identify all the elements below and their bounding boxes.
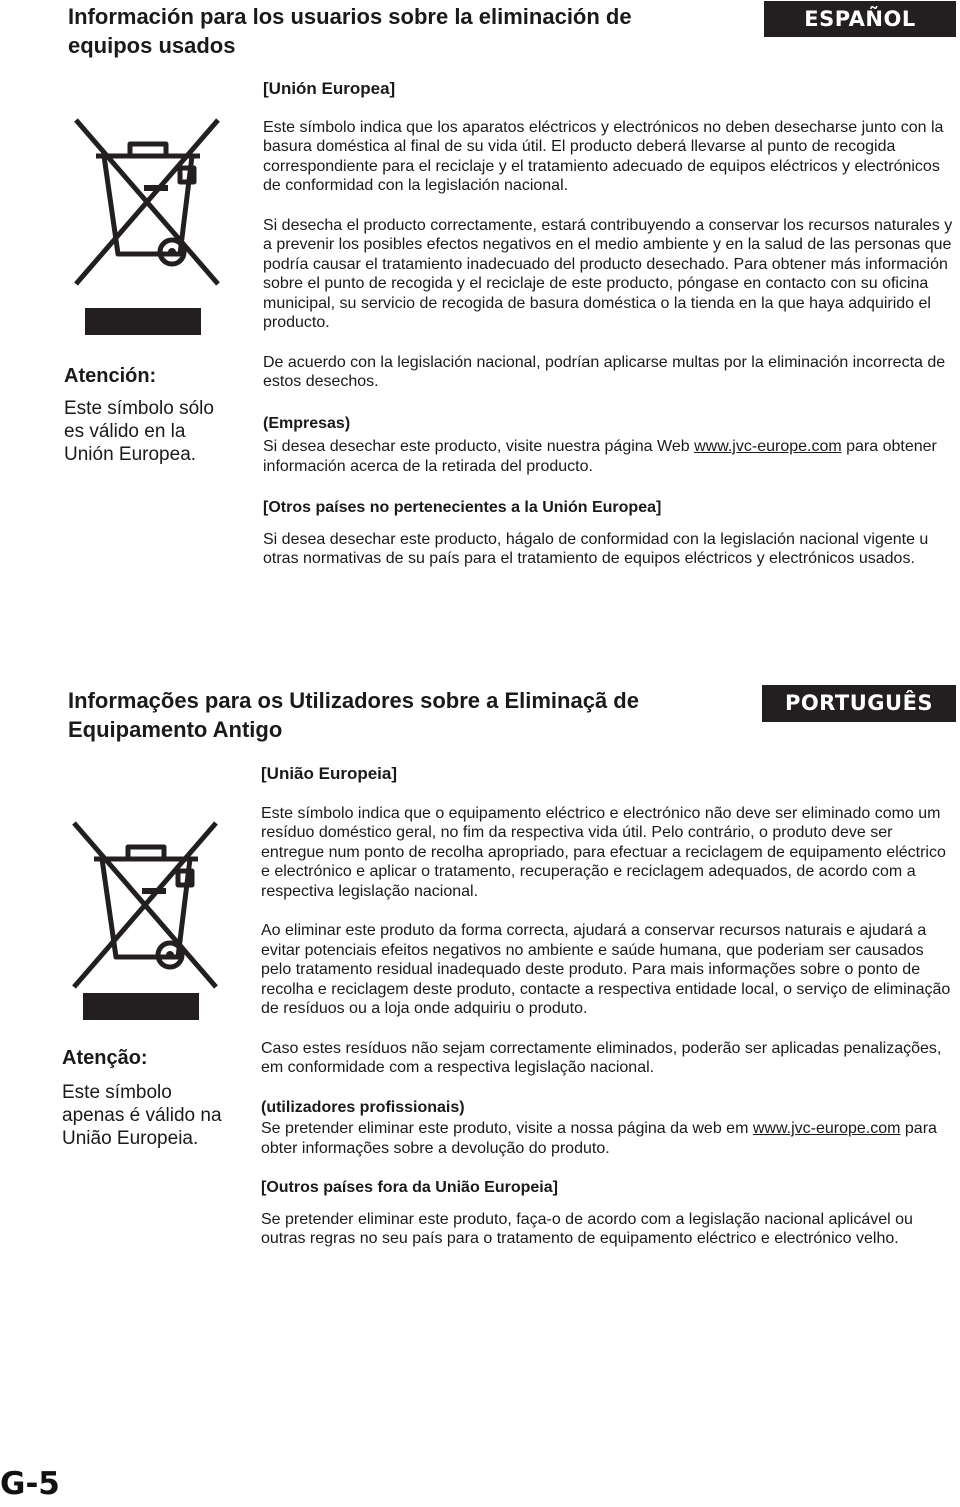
title-line-2: equipos usados (68, 33, 236, 58)
attention-line-2: es válido en la (64, 421, 186, 442)
language-tab-espanol: ESPAÑOL (764, 1, 956, 37)
section-title (68, 2, 748, 60)
attention-line-3: União Europeia. (62, 1128, 199, 1149)
title-line-1: Informações para os Utilizadores sobre a Eliminaçã de (68, 688, 639, 713)
main-text-column (261, 764, 955, 1249)
separate-collection-bar (85, 308, 201, 335)
paragraph-fines: De acuerdo con la legislación nacional, podrían aplicarse multas por la eliminación incorrecta de estos desechos. (263, 353, 946, 390)
attention-note (64, 397, 254, 466)
language-tab-portugues: PORTUGUÊS (762, 685, 956, 722)
attention-line-1: Este símbolo (62, 1082, 172, 1103)
main-text-column (263, 79, 957, 569)
paragraph-correct-disposal: Si desecha el producto correctamente, estará contribuyendo a conservar los recursos naturales y a prevenir los posibles efectos negativos en el medio ambiente y en la salud de las personas que podría causar el tratamiento inadecuado del producto desechado. Para obtener más información sobre el punto de recogida y el reciclaje de este producto, póngase en contacto con su oficina municipal, su servicio de recogida de basura doméstica o la tienda en la que haya adquirido el producto. (263, 216, 953, 331)
crossed-out-wheelie-bin-icon (66, 815, 226, 990)
paragraph-other-countries: Se pretender eliminar este produto, faça-o de acordo com a legislação nacional aplicável ou outras regras no seu país para o tratamento de equipamento eléctrico e electrónico velho. (261, 1210, 913, 1247)
eu-heading: [União Europeia] (261, 764, 398, 783)
paragraph-disposal-symbol: Este símbolo indica que los aparatos eléctricos y electrónicos no deben desecharse junto con la basura doméstica al final de su vida útil. El producto deberá llevarse al punto de recogida correspondiente para el reciclaje y el tratamiento adecuado de equipos eléctricos y electrónicos de conformidad con la legislación nacional. (263, 118, 944, 194)
other-countries-heading: [Outros países fora da União Europeia] (261, 1179, 558, 1196)
attention-line-2: apenas é válido na (62, 1105, 222, 1126)
side-column (62, 815, 252, 1155)
paragraph-fines: Caso estes resíduos não sejam correctamente eliminados, poderão ser aplicadas penalizações, em conformidade com a respectiva legislação nacional. (261, 1039, 942, 1076)
paragraph-disposal-symbol: Este símbolo indica que o equipamento eléctrico e electrónico não deve ser eliminado como um resíduo doméstico geral, no fim da respectiva vida útil. Pelo contrário, o produto deve ser entregue num ponto de recolha apropriado, para efectuar a reciclagem de equipamento eléctrico e electrónico e aplicar o tratamento, recuperação e reciclagem adequados, de acordo com a respectiva legislação nacional. (261, 804, 946, 900)
jvc-europe-link[interactable]: www.jvc-europe.com (694, 438, 842, 455)
attention-line-3: Unión Europea. (64, 444, 197, 465)
title-line-2: Equipamento Antigo (68, 717, 283, 742)
business-heading: (Empresas) (263, 414, 351, 432)
jvc-europe-link[interactable]: www.jvc-europe.com (752, 1120, 901, 1137)
attention-heading: Atenção: (62, 1047, 148, 1069)
crossed-out-wheelie-bin-icon (68, 112, 228, 287)
paragraph-correct-disposal: Ao eliminar este produto da forma correcta, ajudará a conservar recursos naturais e ajudará a evitar potenciais efeitos negativos no ambiente e saúde humana, que poderiam ser causados pelo tratamento residual inadequado deste produto. Para mais informações sobre o ponto de recolha e reciclagem deste produto, contacte a respectiva entidade local, o serviço de eliminação de resíduos ou a loja onde adquiriu o produto. (261, 922, 951, 1017)
section-portuguese (0, 684, 960, 1304)
section-spanish (0, 0, 960, 650)
paragraph-other-countries: Si desea desechar este producto, hágalo de conformidad con la legislación nacional vigente u otras normativas de su país para el tratamiento de equipos eléctricos y electrónicos usados. (263, 530, 929, 567)
page-number: G-5 (0, 1466, 60, 1502)
business-text-end: para obter informações sobre a devolução do produto. (261, 1120, 937, 1157)
other-countries-heading: [Otros países no pertenecientes a la Unión Europea] (263, 499, 662, 516)
business-text-end: para obtener información acerca de la retirada del producto. (263, 438, 937, 475)
attention-line-1: Este símbolo sólo (64, 398, 214, 419)
business-text: Si desea desechar este producto, visite nuestra página Web (263, 438, 695, 455)
side-column (64, 112, 254, 472)
business-heading: (utilizadores profissionais) (261, 1098, 465, 1116)
separate-collection-bar (83, 993, 199, 1020)
paragraph-business (261, 1119, 955, 1158)
business-text: Se pretender eliminar este produto, visite a nossa página da web em (261, 1120, 753, 1137)
attention-heading: Atención: (64, 365, 157, 387)
title-line-1: Información para los usuarios sobre la eliminación de (68, 4, 632, 29)
attention-note (62, 1081, 252, 1150)
eu-heading: [Unión Europea] (263, 79, 396, 98)
paragraph-business (263, 437, 957, 476)
section-title (68, 686, 758, 744)
